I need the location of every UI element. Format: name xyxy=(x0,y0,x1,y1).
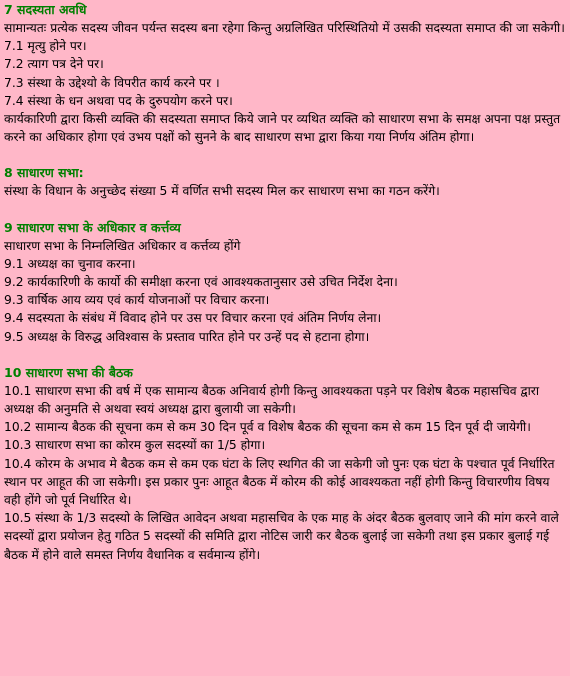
paragraph: साधारण सभा के निम्नलिखित अधिकार व कर्त्तव्य होंगे xyxy=(4,238,241,253)
list-item: 10.4 कोरम के अभाव मे बैठक कम से कम एक घंटा के लिए स्थगित की जा सकेगी जो पुनः एक घंटा के पश्चात पूर्व निर्धारित स्थान पर आहूत की जा सकेगी। इस प्रकार पुनः आहूत बैठक में कोरम की कोई आवश्यकता नहीं होगी किन्तु विचारणीय विषय वही होंगे जो पूर्व निर्धारित थे। xyxy=(4,456,555,508)
section-spacer xyxy=(4,201,566,219)
paragraph: कार्यकारिणी द्वारा किसी व्यक्ति की सदस्यता समाप्त किये जाने पर व्यथित व्यक्ति को साधारण सभा के समक्ष अपना पक्ष प्रस्तुत करने का अधिकार होगा एवं उभय पक्षों को सुनने के बाद साधारण सभा द्वारा किया गया निर्णय अंतिम होगा। xyxy=(4,112,561,145)
section-heading: 9 साधारण सभा के अधिकार व कर्त्तव्य xyxy=(4,219,181,235)
list-item: 7.2 त्याग पत्र देने पर। xyxy=(4,57,104,72)
list-item: 10.3 साधारण सभा का कोरम कुल सदस्यों का 1/5 होगा। xyxy=(4,438,266,453)
list-item: 9.1 अध्यक्ष का चुनाव करना। xyxy=(4,256,136,271)
list-item: 10.1 साधारण सभा की वर्ष में एक सामान्य बैठक अनिवार्य होगी किन्तु आवश्यकता पड़ने पर विशेष बैठक महासचिव द्वारा अध्यक्ष की अनुमति से अथवा स्वयं अध्यक्ष द्वारा बुलायी जा सकेगी। xyxy=(4,383,540,417)
section-heading: 7 सदस्यता अवधि xyxy=(4,2,87,17)
list-item: 7.3 संस्था के उद्देश्यो के विपरीत कार्य करने पर । xyxy=(4,75,220,90)
list-item: 9.2 कार्यकारिणी के कार्यो की समीक्षा करना एवं आवश्यकतानुसार उसे उचित निर्देश देना। xyxy=(4,275,398,290)
list-item: 9.4 सदस्यता के संबंध में विवाद होने पर उस पर विचार करना एवं अंतिम निर्णय लेना। xyxy=(4,311,382,326)
section-heading: 8 साधारण सभा: xyxy=(4,165,84,181)
list-item: 10.2 सामान्य बैठक की सूचना कम से कम 30 दिन पूर्व व विशेष बैठक की सूचना कम से कम 15 दिन पूर्व दी जायेगी। xyxy=(4,420,531,435)
section-general-body xyxy=(4,164,566,200)
paragraph: संस्था के विधान के अनुच्छेद संख्या 5 में वर्णित सभी सदस्य मिल कर साधारण सभा का गठन करेंगे। xyxy=(4,184,440,199)
section-membership-term xyxy=(4,1,566,146)
section-heading: 10 साधारण सभा की बैठक xyxy=(4,364,133,380)
list-item: 7.4 संस्था के धन अथवा पद के दुरुपयोग करने पर। xyxy=(4,93,233,108)
section-general-body-rights xyxy=(4,219,566,346)
list-item: 9.5 अध्यक्ष के विरुद्ध अविश्वास के प्रस्ताव पारित होने पर उन्हें पद से हटाना होगा। xyxy=(4,329,370,344)
list-item: 10.5 संस्था के 1/3 सदस्यो के लिखित आवेदन अथवा महासचिव के एक माह के अंदर बैठक बुलवाए जाने की मांग करने वाले सदस्यों द्वारा प्रयोजन हेतु गठित 5 सदस्यों की समिति द्वारा नोटिस जारी कर बैठक बुलाई जा सकेगी तथा इस प्रकार बुलाई गई बैठक में होने वाले समस्त निर्णय वैधानिक व सर्वमान्य होंगे। xyxy=(4,511,559,562)
list-item: 9.3 वार्षिक आय व्यय एवं कार्य योजनाओं पर विचार करना। xyxy=(4,293,270,308)
section-spacer xyxy=(4,346,566,364)
paragraph: सामान्यतः प्रत्येक सदस्य जीवन पर्यन्त सदस्य बना रहेगा किन्तु अग्रलिखित परिस्थितियो में उसकी सदस्यता समाप्त की जा सकेगी। xyxy=(4,21,565,35)
section-spacer xyxy=(4,146,566,164)
list-item: 7.1 मृत्यु होने पर। xyxy=(4,39,87,54)
section-general-body-meeting xyxy=(4,364,566,564)
